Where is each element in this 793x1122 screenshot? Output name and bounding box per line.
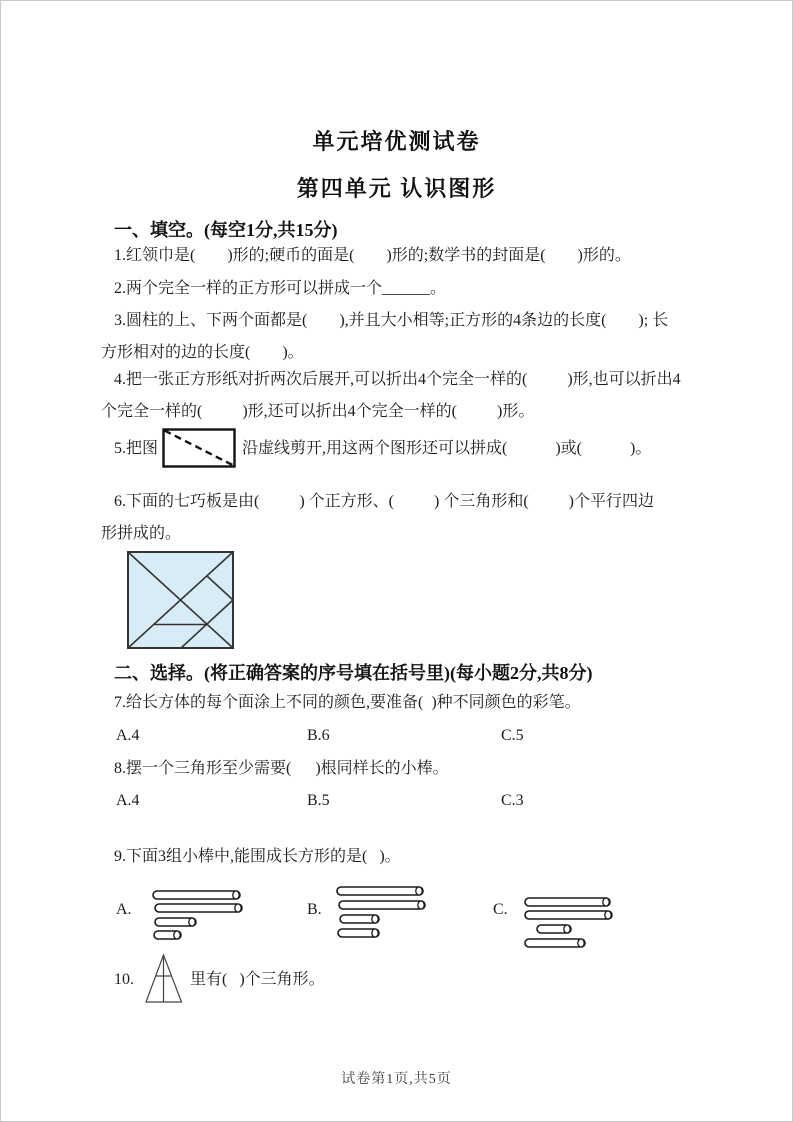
question-1: 1.红领巾是( )形的;硬币的面是( )形的;数学书的封面是( )形的。 <box>114 247 631 264</box>
question-6-line-2: 形拼成的。 <box>101 525 182 542</box>
question-5 <box>114 428 651 468</box>
question-6-line-1: 6.下面的七巧板是由( ) 个正方形、( ) 个三角形和( )个平行四边 <box>114 493 654 510</box>
stick-group-a-label: A. <box>116 901 132 918</box>
question-9: 9.下面3组小棒中,能围成长方形的是( )。 <box>114 848 401 865</box>
question-10-text: 里有( )个三角形。 <box>190 970 325 988</box>
question-5-prefix: 5.把图 <box>114 439 159 457</box>
stick-group-c-label: C. <box>493 901 508 918</box>
question-7-option-b: B.6 <box>307 727 330 744</box>
tangram-figure <box>127 551 234 649</box>
page-footer: 试卷第1页,共5页 <box>341 1072 452 1087</box>
question-5-suffix: 沿虚线剪开,用这两个图形还可以拼成( )或( )。 <box>242 439 652 457</box>
section-two-heading: 二、选择。(将正确答案的序号填在括号里)(每小题2分,共8分) <box>114 663 593 683</box>
stick-group-b-label: B. <box>307 901 322 918</box>
section-one-heading: 一、填空。(每空1分,共15分) <box>114 220 338 240</box>
paper-title: 单元培优测试卷 <box>312 129 481 154</box>
question-10-number: 10. <box>114 970 134 988</box>
question-7-option-c: C.5 <box>501 727 524 744</box>
triangle-subdivided-figure <box>144 953 184 1005</box>
question-8-option-b: B.5 <box>307 792 330 809</box>
question-8-option-a: A.4 <box>116 792 140 809</box>
question-8-option-c: C.3 <box>501 792 524 809</box>
stick-group-c-figure <box>523 894 619 954</box>
question-3-line-2: 方形相对的边的长度( )。 <box>101 344 304 361</box>
stick-group-b-figure <box>335 883 431 943</box>
stick-group-a-figure <box>151 887 247 945</box>
question-8: 8.摆一个三角形至少需要( )根同样长的小棒。 <box>114 760 449 777</box>
question-2: 2.两个完全一样的正方形可以拼成一个______。 <box>114 280 447 297</box>
question-4-line-2: 个完全一样的( )形,还可以折出4个完全一样的( )形。 <box>101 403 535 420</box>
question-7-option-a: A.4 <box>116 727 140 744</box>
question-4-line-1: 4.把一张正方形纸对折两次后展开,可以折出4个完全一样的( )形,也可以折出4 <box>114 371 681 388</box>
question-3-line-1: 3.圆柱的上、下两个面都是( ),并且大小相等;正方形的4条边的长度( ); 长 <box>114 312 669 329</box>
question-7: 7.给长方体的每个面涂上不同的颜色,要准备( )种不同颜色的彩笔。 <box>114 694 581 711</box>
question-10 <box>114 953 325 1005</box>
paper-subtitle: 第四单元 认识图形 <box>296 176 497 201</box>
rectangle-dashed-diagonal-figure <box>162 428 236 468</box>
